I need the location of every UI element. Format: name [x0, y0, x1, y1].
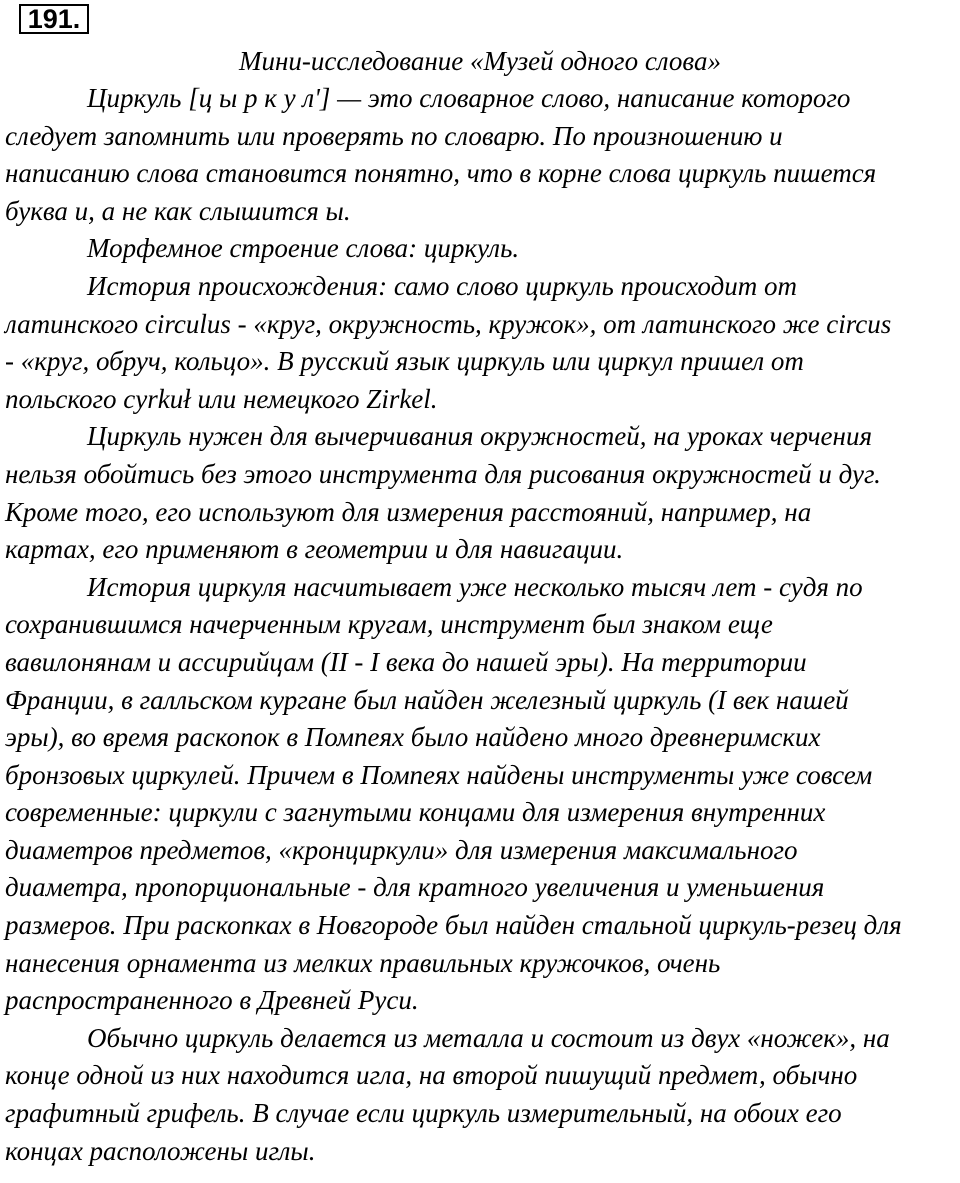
text-line: размеров. При раскопках в Новгороде был найден стальной циркуль-резец для [5, 910, 902, 941]
text-line: Циркуль [ц ы р к у л'] — это словарное слово, написание которого [87, 83, 851, 113]
text-line: нанесения орнамента из мелких правильных кружочков, очень [5, 947, 721, 978]
text-line: сохранившимся начерченным кругам, инструмент был знаком еще [5, 609, 773, 640]
text-line: Морфемное строение слова: циркуль. [87, 233, 520, 264]
text-line: нельзя обойтись без этого инструмента для рисования окружностей и дуг. [5, 458, 881, 489]
document-title: Мини-исследование «Музей одного слова» [239, 46, 721, 76]
text-line: бронзовых циркулей. Причем в Помпеях найдены инструменты уже совсем [5, 759, 873, 790]
text-line: современные: циркули с загнутыми концами для измерения внутренних [5, 797, 826, 828]
text-line: История происхождения: само слово циркуль происходит от [87, 270, 797, 301]
text-line: История циркуля насчитывает уже несколько тысяч лет - судя по [87, 571, 863, 602]
text-line: Циркуль нужен для вычерчивания окружностей, на уроках черчения [87, 421, 872, 452]
text-line: конце одной из них находится игла, на второй пишущий предмет, обычно [5, 1060, 858, 1091]
text-line: буква и, а не как слышится ы. [5, 195, 351, 226]
text-line: - «круг, обруч, кольцо». В русский язык циркуль или циркул пришел от [5, 346, 804, 377]
text-line: распространенного в Древней Руси. [5, 985, 419, 1016]
text-line: вавилонянам и ассирийцам (II - I века до нашей эры). На территории [5, 646, 807, 677]
body-text [5, 80, 960, 1170]
text-line: Обычно циркуль делается из металла и состоит из двух «ножек», на [87, 1022, 890, 1053]
text-line: латинского circulus - «круг, окружность, кружок», от латинского же circus [5, 308, 892, 339]
text-line: следует запомнить или проверять по словарю. По произношению и [5, 120, 783, 151]
text-line: графитный грифель. В случае если циркуль измерительный, на обоих его [5, 1098, 842, 1129]
text-line: концах расположены иглы. [5, 1135, 316, 1166]
text-line: диаметра, пропорциональные - для кратного увеличения и уменьшения [5, 872, 825, 903]
text-line: диаметров предметов, «кронциркули» для измерения максимального [5, 834, 798, 865]
text-line: эры), во время раскопок в Помпеях было найдено много древнеримских [5, 722, 821, 753]
text-line: написанию слова становится понятно, что в корне слова циркуль пишется [5, 158, 877, 189]
text-line: Кроме того, его используют для измерения расстояний, например, на [5, 496, 812, 527]
text-line: Франции, в галльском кургане был найден железный циркуль (I век нашей [5, 684, 849, 715]
text-line: картах, его применяют в геометрии и для навигации. [5, 534, 624, 565]
text-line: польского cyrkuł или немецкого Zirkel. [5, 383, 438, 414]
exercise-number-box: 191. [19, 4, 89, 34]
